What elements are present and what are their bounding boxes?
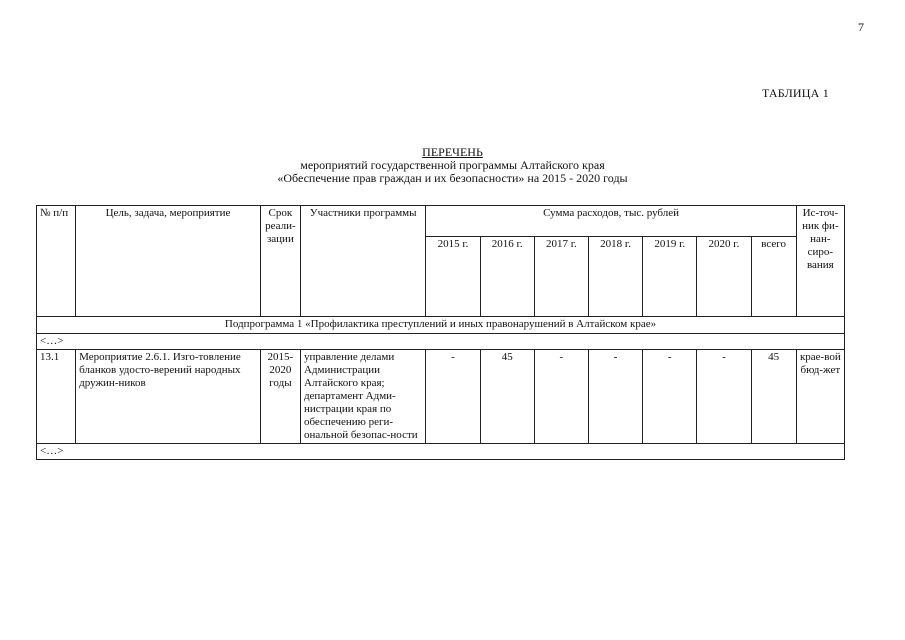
row-term: 2015-2020 годы	[260, 350, 300, 444]
row-source: крае-вой бюд-жет	[796, 350, 844, 444]
header-goal: Цель, задача, мероприятие	[76, 206, 261, 317]
ellipsis-row	[37, 334, 845, 350]
header-participants: Участники программы	[300, 206, 425, 317]
row-participants: управление делами Администрации Алтайского края; департамент Адми-нистрации края по обеспечению реги-ональной безопас-ности	[300, 350, 425, 444]
subprogram-row	[37, 317, 845, 334]
header-year-2020: 2020 г.	[697, 237, 751, 317]
header-year-2018: 2018 г.	[588, 237, 642, 317]
header-row	[37, 206, 845, 237]
row-value-2019: -	[643, 350, 697, 444]
header-year-2019: 2019 г.	[643, 237, 697, 317]
heading-subtitle: мероприятий государственной программы Алтайского края	[300, 158, 605, 172]
row-value-2016: 45	[480, 350, 534, 444]
heading-program-name: «Обеспечение прав граждан и их безопасности» на 2015 - 2020 годы	[277, 171, 628, 185]
header-total: всего	[751, 237, 796, 317]
row-value-2018: -	[588, 350, 642, 444]
row-value-2015: -	[426, 350, 480, 444]
table-row	[37, 350, 845, 444]
header-num: № п/п	[37, 206, 76, 317]
header-source: Ис-точ-ник фи-нан-сиро-вания	[796, 206, 844, 317]
heading-title: ПЕРЕЧЕНЬ	[422, 145, 483, 159]
row-num: 13.1	[37, 350, 76, 444]
header-year-2017: 2017 г.	[534, 237, 588, 317]
ellipsis-marker: <…>	[37, 444, 845, 460]
table-label: ТАБЛИЦА 1	[762, 86, 829, 100]
measures-table	[36, 205, 845, 460]
header-year-2015: 2015 г.	[426, 237, 480, 317]
header-year-2016: 2016 г.	[480, 237, 534, 317]
ellipsis-row	[37, 444, 845, 460]
row-value-2020: -	[697, 350, 751, 444]
header-sum: Сумма расходов, тыс. рублей	[426, 206, 796, 237]
page-number: 7	[858, 20, 864, 34]
subprogram-title: Подпрограмма 1 «Профилактика преступлений и иных правонарушений в Алтайском крае»	[37, 317, 845, 334]
ellipsis-marker: <…>	[37, 334, 845, 350]
row-goal: Мероприятие 2.6.1. Изго-товление бланков удосто-верений народных дружин-ников	[76, 350, 261, 444]
document-heading	[0, 146, 905, 185]
header-term: Срок реали-зации	[260, 206, 300, 317]
row-value-total: 45	[751, 350, 796, 444]
row-value-2017: -	[534, 350, 588, 444]
